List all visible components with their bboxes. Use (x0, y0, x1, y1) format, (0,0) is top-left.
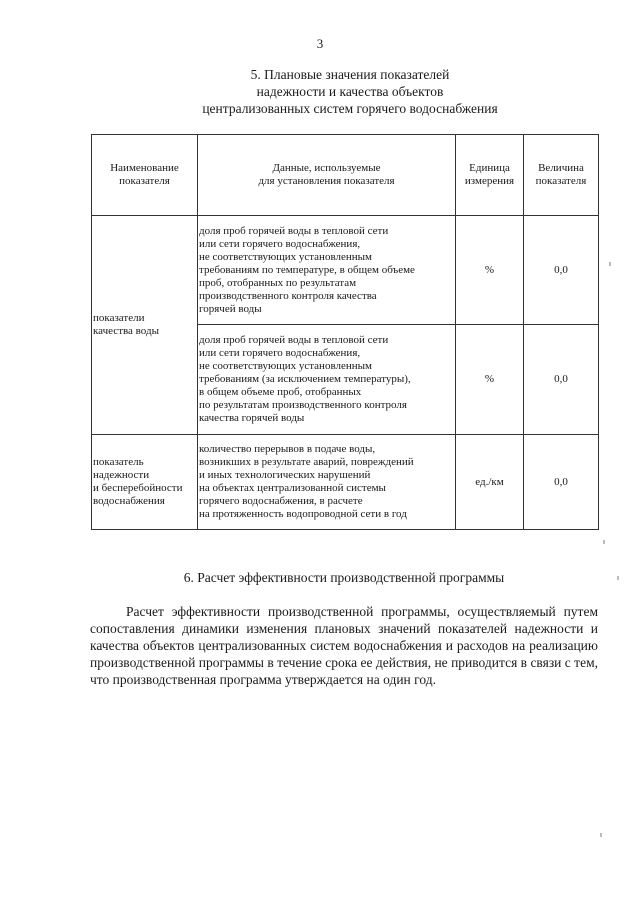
row-unit: % (456, 325, 524, 435)
row-value: 0,0 (524, 325, 599, 435)
table-header-row (92, 135, 599, 216)
desc-line: количество перерывов в подаче воды, (199, 443, 376, 455)
header-value (524, 135, 599, 216)
header-name-line: показателя (119, 175, 170, 187)
desc-line: качества горячей воды (199, 412, 305, 424)
indicators-table (91, 134, 599, 530)
row-value: 0,0 (524, 435, 599, 530)
desc-line: доля проб горячей воды в тепловой сети (199, 334, 389, 346)
desc-line: возникших в результате аварий, повреждений (199, 456, 414, 468)
group-name-water-quality (92, 216, 198, 435)
desc-line: или сети горячего водоснабжения, (199, 237, 361, 250)
header-unit-line: измерения (464, 175, 515, 187)
row-unit: % (456, 216, 524, 325)
row-description (198, 325, 456, 435)
section5-title-line: централизованных систем горячего водоснабжения (202, 101, 498, 116)
row-value: 0,0 (524, 216, 599, 325)
section5-title (90, 66, 610, 117)
header-unit (456, 135, 524, 216)
group-name-line: надежности (93, 469, 150, 481)
section5-title-line: 5. Плановые значения показателей (250, 67, 450, 82)
page-number: 3 (316, 36, 324, 51)
desc-line: не соответствующих установленным (199, 250, 372, 263)
row-description (198, 216, 456, 325)
desc-line: на объектах централизованной системы (199, 482, 386, 494)
table-row (92, 216, 599, 325)
desc-line: не соответствующих установленным (199, 360, 372, 372)
header-unit-line: Единица (469, 162, 510, 174)
section6-paragraph: Расчет эффективности производственной программы, осуществляемый путем сопоставления динамики изменения плановых значений показателей надежности и качества объектов централизованных систем водоснабжения и расходов на реализацию производственной программы в течение срока ее действия, не приводится в связи с тем, что производственная программа утверждается на один год. (90, 604, 598, 687)
desc-line: на протяженность водопроводной сети в год (199, 508, 407, 520)
desc-line: производственного контроля качества (199, 289, 377, 302)
desc-line: требованиям (за исключением температуры), (199, 373, 411, 385)
desc-line: требованиям по температуре, в общем объеме (199, 263, 415, 276)
scan-speck (609, 262, 611, 266)
group-name-line: водоснабжения (93, 495, 165, 507)
header-data-line: Данные, используемые (272, 162, 381, 174)
scan-speck (617, 576, 619, 580)
desc-line: доля проб горячей воды в тепловой сети (199, 224, 389, 237)
header-name-line: Наименование (110, 162, 179, 174)
desc-line: проб, отобранных по результатам (199, 276, 357, 289)
desc-line: горячей воды (199, 302, 262, 315)
table-row (92, 435, 599, 530)
header-name (92, 135, 198, 216)
desc-line: и иных технологических нарушений (199, 469, 371, 481)
header-value-line: показателя (535, 175, 587, 187)
header-data (198, 135, 456, 216)
scan-speck (603, 540, 605, 544)
group-name-line: и бесперебойности (93, 482, 183, 494)
group-name-line: показатель (93, 456, 144, 468)
header-value-line: Величина (538, 162, 584, 174)
group-name-line: качества воды (93, 325, 159, 337)
group-name-line: показатели (93, 312, 145, 324)
row-unit: ед./км (456, 435, 524, 530)
desc-line: по результатам производственного контроля (199, 399, 407, 411)
header-data-line: для установления показателя (258, 175, 395, 187)
desc-line: горячего водоснабжения, в расчете (199, 495, 363, 507)
group-name-reliability (92, 435, 198, 530)
scan-speck (600, 833, 602, 837)
section6-title: 6. Расчет эффективности производственной программы (183, 570, 505, 585)
desc-line: в общем объеме проб, отобранных (199, 386, 362, 398)
section5-title-line: надежности и качества объектов (256, 84, 444, 99)
desc-line: или сети горячего водоснабжения, (199, 347, 361, 359)
row-description (198, 435, 456, 530)
